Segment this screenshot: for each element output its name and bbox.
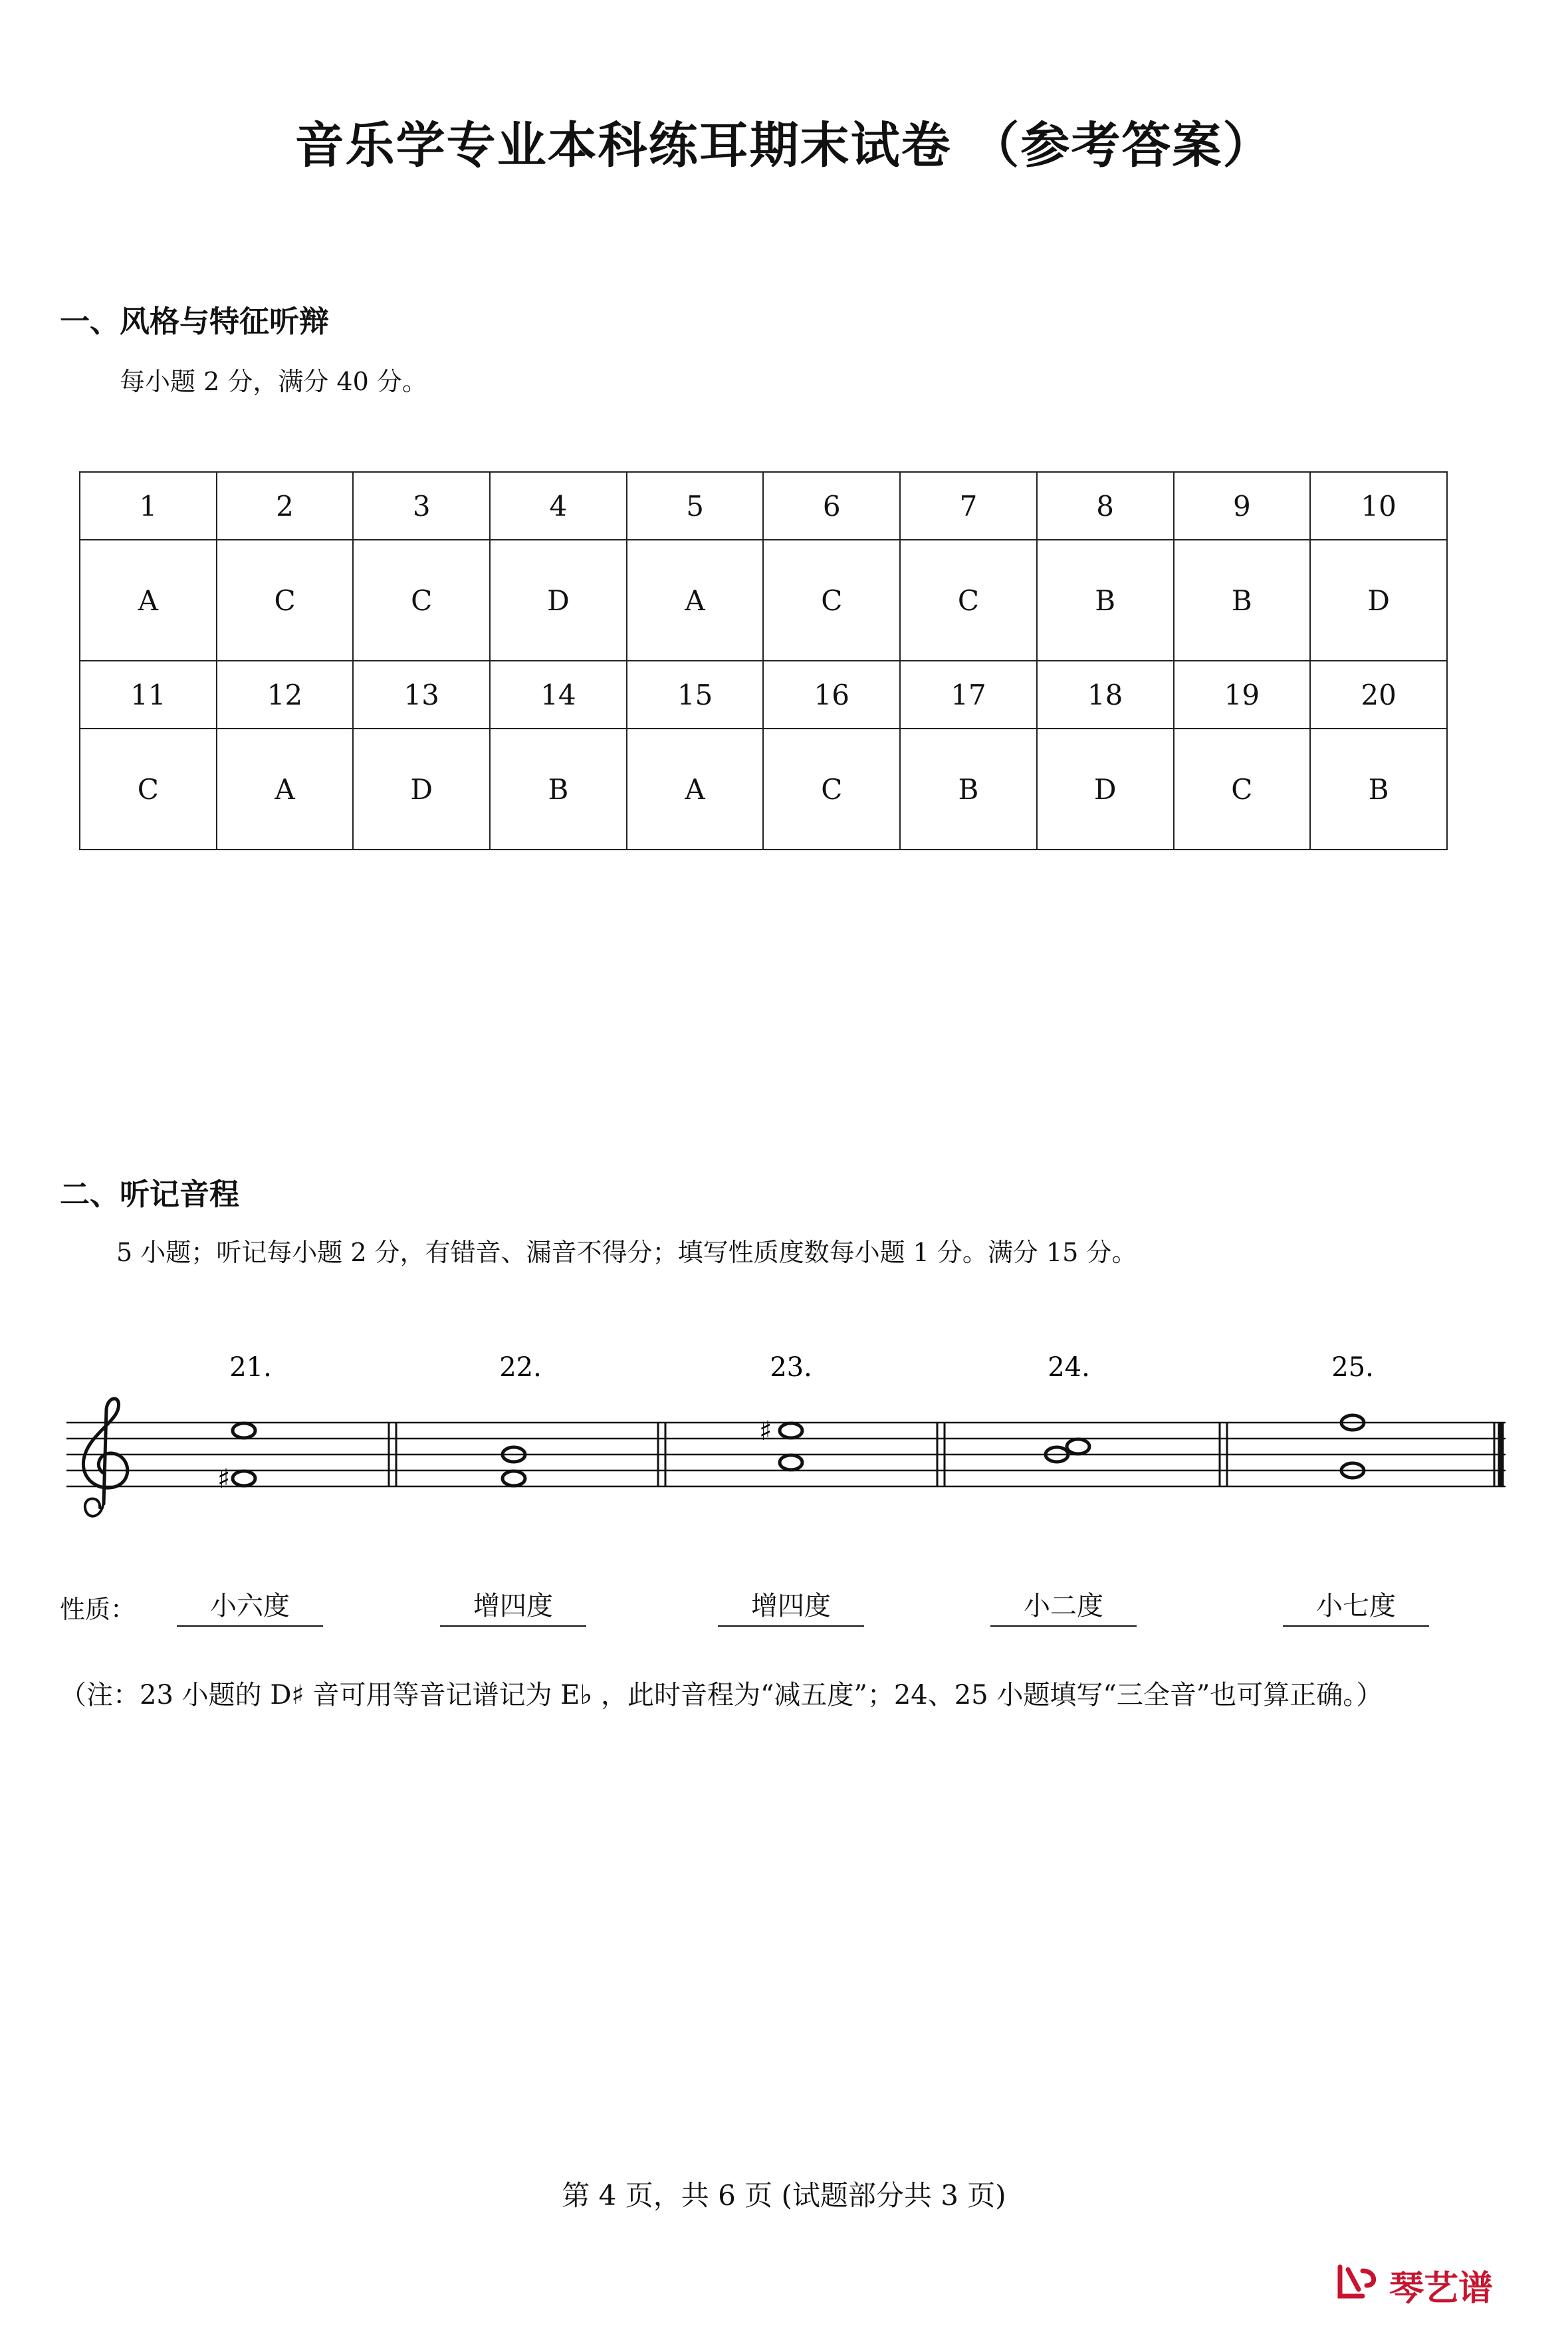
- treble-clef-icon: [83, 1399, 127, 1516]
- question-number: 13: [353, 661, 490, 729]
- answer-cell: C: [1174, 729, 1311, 850]
- quality-label: 性质：: [60, 1595, 136, 1624]
- question-number: 1: [80, 472, 217, 540]
- answer-cell: A: [80, 540, 217, 661]
- answer-cell: A: [627, 729, 764, 850]
- table-row: [80, 540, 1447, 661]
- interval-25: [1341, 1415, 1364, 1478]
- question-number: 11: [80, 661, 217, 729]
- answer-cell: C: [763, 540, 900, 661]
- music-staff: [60, 1330, 1522, 1536]
- question-number: 8: [1037, 472, 1174, 540]
- answer-cell: D: [1310, 540, 1447, 661]
- answer-cell: D: [1037, 729, 1174, 850]
- question-number: 19: [1174, 661, 1311, 729]
- answer-cell: A: [217, 729, 354, 850]
- question-number-21: 21.: [229, 1352, 272, 1383]
- question-number: 4: [490, 472, 627, 540]
- question-number: 6: [763, 472, 900, 540]
- question-number: 9: [1174, 472, 1311, 540]
- answer-cell: D: [353, 729, 490, 850]
- question-number: 14: [490, 661, 627, 729]
- section2-note: （注：23 小题的 D♯ 音可用等音记谱记为 E♭ ，此时音程为“减五度”；24、25 小题填写“三全音”也可算正确。）: [60, 1680, 1383, 1710]
- question-number: 20: [1310, 661, 1447, 729]
- answer-cell: C: [217, 540, 354, 661]
- question-number: 16: [763, 661, 900, 729]
- table-row: [80, 729, 1447, 850]
- logo-text: 琴艺谱: [1389, 2269, 1494, 2309]
- question-number-23: 23.: [770, 1352, 812, 1383]
- answer-cell: B: [1310, 729, 1447, 850]
- interval-23: [780, 1423, 802, 1470]
- logo-icon: [1336, 2263, 1383, 2300]
- interval-answer-24: 小二度: [990, 1585, 1137, 1627]
- section1-heading: 一、风格与特征听辩: [60, 304, 330, 339]
- section2-heading: 二、听记音程: [60, 1177, 240, 1212]
- question-number-22: 22.: [499, 1352, 542, 1383]
- page-title: 音乐学专业本科练耳期末试卷 （参考答案）: [294, 117, 1274, 174]
- interval-22: [503, 1447, 525, 1486]
- interval-answer-25: 小七度: [1283, 1585, 1429, 1627]
- question-number-24: 24.: [1048, 1352, 1090, 1383]
- logo: [1336, 2260, 1493, 2310]
- section2-description: 5 小题；听记每小题 2 分，有错音、漏音不得分；填写性质度数每小题 1 分。满分 15 分。: [116, 1238, 1137, 1267]
- answer-cell: D: [490, 540, 627, 661]
- question-number: 18: [1037, 661, 1174, 729]
- page-footer: 第 4 页，共 6 页 (试题部分共 3 页): [562, 2179, 1006, 2212]
- answer-cell: C: [80, 729, 217, 850]
- answer-cell: C: [353, 540, 490, 661]
- interval-answer-23: 增四度: [718, 1585, 864, 1627]
- table-row: [80, 472, 1447, 540]
- table-row: [80, 661, 1447, 729]
- section1-description: 每小题 2 分，满分 40 分。: [120, 367, 427, 396]
- question-number: 5: [627, 472, 764, 540]
- answer-cell: C: [763, 729, 900, 850]
- answer-table: [79, 471, 1448, 850]
- answer-cell: B: [900, 729, 1037, 850]
- interval-answer-22: 增四度: [440, 1585, 586, 1627]
- interval-answer-21: 小六度: [177, 1585, 323, 1627]
- answer-cell: B: [1037, 540, 1174, 661]
- question-number: 2: [217, 472, 354, 540]
- question-number: 10: [1310, 472, 1447, 540]
- sharp-icon: ♯: [217, 1464, 231, 1494]
- question-number: 15: [627, 661, 764, 729]
- answer-cell: B: [1174, 540, 1311, 661]
- answer-cell: C: [900, 540, 1037, 661]
- sharp-icon: ♯: [759, 1416, 772, 1447]
- question-number: 12: [217, 661, 354, 729]
- question-number: 3: [353, 472, 490, 540]
- answer-cell: B: [490, 729, 627, 850]
- interval-24: [1046, 1439, 1089, 1462]
- question-number: 17: [900, 661, 1037, 729]
- answer-cell: A: [627, 540, 764, 661]
- question-number-25: 25.: [1331, 1352, 1374, 1383]
- question-number: 7: [900, 472, 1037, 540]
